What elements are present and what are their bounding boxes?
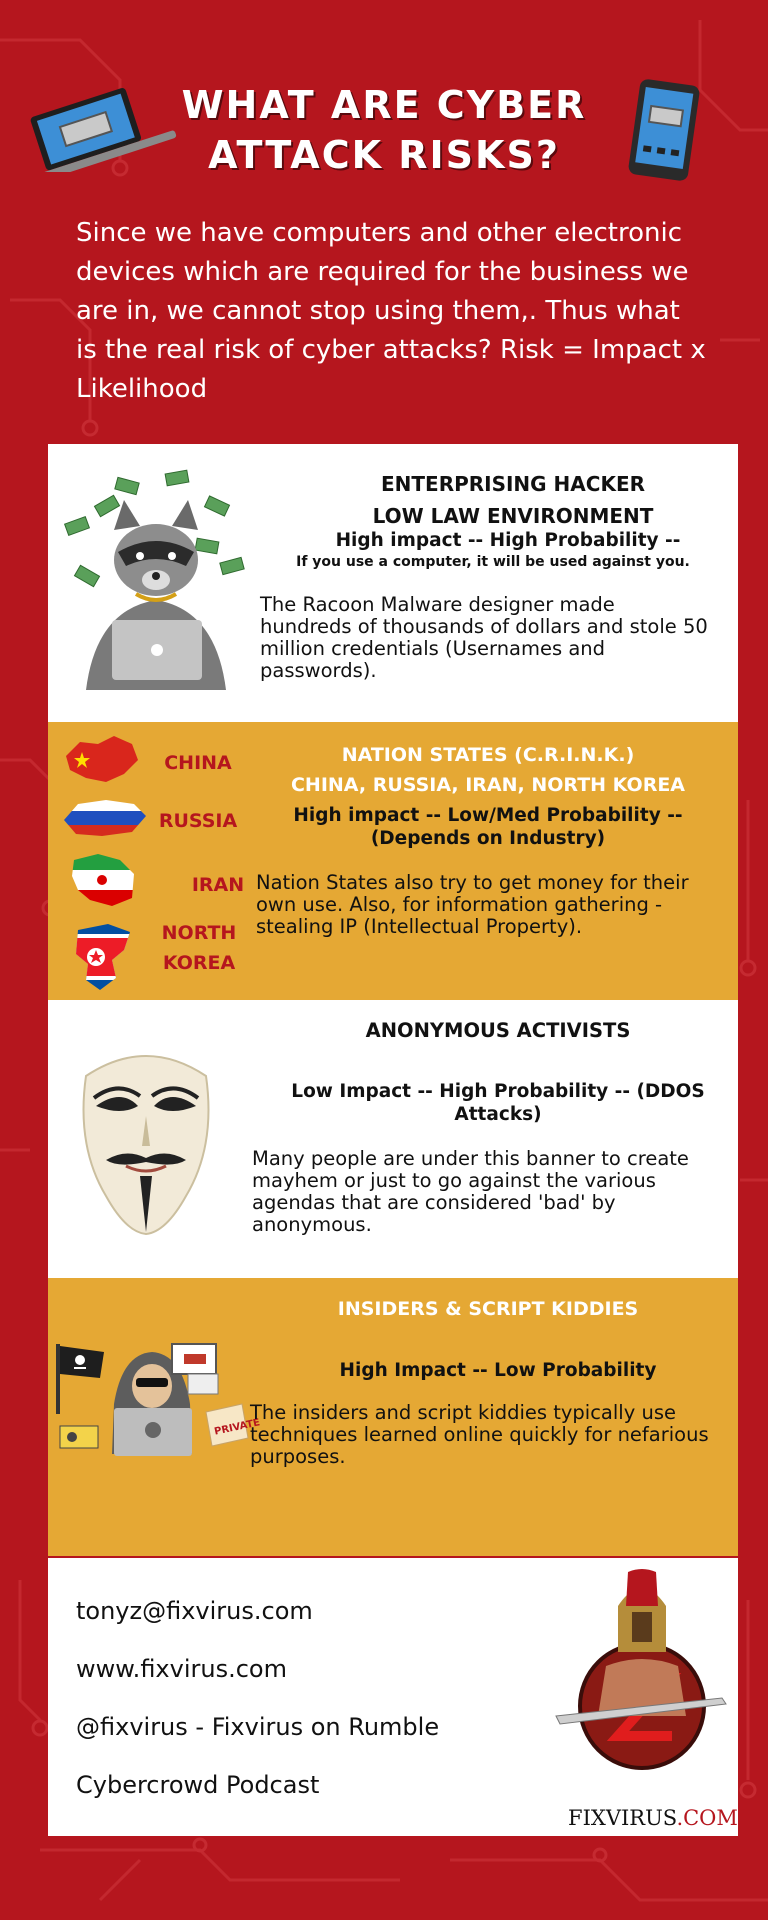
- country-label-korea: KOREA: [162, 952, 236, 974]
- country-label-north: NORTH: [161, 922, 237, 944]
- section-anonymous-activists: [48, 1000, 738, 1278]
- heading-line-1: ENTERPRISING HACKER: [380, 472, 646, 496]
- section-body: Many people are under this banner to create mayhem or just to go against the various agendas that are considered 'bad' by anonymous.: [252, 1147, 689, 1236]
- private-stamp: PRIVATE: [213, 1417, 262, 1438]
- section-body: The Racoon Malware designer made hundreds of thousands of dollars and stole 50 million credentials (Usernames and passwords).: [260, 593, 708, 682]
- guy-fawkes-mask-icon: [66, 1036, 226, 1236]
- section-enterprising-hacker: [48, 444, 738, 722]
- heading-line-2: LOW LAW ENVIRONMENT: [372, 504, 654, 528]
- raccoon-hacker-icon: [56, 460, 256, 690]
- spartan-logo-icon: [546, 1566, 736, 1802]
- risk-rating: Low Impact -- High Probability -- (DDOS Attacks): [291, 1081, 705, 1125]
- section-heading: INSIDERS & SCRIPT KIDDIES: [337, 1298, 639, 1320]
- section-body: The insiders and script kiddies typically use techniques learned online quickly for nefarious purposes.: [250, 1401, 709, 1468]
- title-line-1: WHAT ARE CYBER: [181, 83, 587, 127]
- iran-map-icon: [68, 850, 140, 910]
- country-label-iran: IRAN: [191, 874, 245, 896]
- section-insiders-script-kiddies: [48, 1278, 738, 1556]
- north-korea-map-icon: [68, 920, 140, 994]
- china-map-icon: [62, 734, 142, 786]
- section-body: Nation States also try to get money for their own use. Also, for information gathering - stealing IP (Intellectual Property).: [256, 871, 689, 938]
- brand-domain: .COM: [676, 1806, 738, 1830]
- risk-rating: High Impact -- Low Probability: [339, 1360, 657, 1381]
- contact-social[interactable]: @fixvirus - Fixvirus on Rumble: [76, 1713, 440, 1741]
- contact-website[interactable]: www.fixvirus.com: [76, 1655, 287, 1683]
- country-label-russia: RUSSIA: [158, 810, 238, 832]
- risk-note: If you use a computer, it will be used against you.: [296, 554, 690, 570]
- risk-rating: High impact -- Low/Med Probability -- (Depends on Industry): [293, 805, 683, 849]
- section-heading: [328, 468, 698, 532]
- section-subheading: CHINA, RUSSIA, IRAN, NORTH KOREA: [290, 774, 686, 796]
- section-heading: ANONYMOUS ACTIVISTS: [365, 1019, 631, 1042]
- page-title: [150, 80, 618, 180]
- section-heading: NATION STATES (C.R.I.N.K.): [341, 744, 635, 766]
- hooded-hacker-icon: [52, 1334, 252, 1464]
- section-nation-states: [48, 722, 738, 1000]
- contact-podcast: Cybercrowd Podcast: [76, 1771, 320, 1799]
- contact-email[interactable]: tonyz@fixvirus.com: [76, 1597, 313, 1625]
- brand-name: FIXVIRUS: [568, 1806, 677, 1830]
- risk-rating: High impact -- High Probability --: [335, 530, 681, 551]
- intro-text: Since we have computers and other electronic devices which are required for the business we are in, we cannot stop using them,. Thus what is the real risk of cyber attacks? Risk = Impact x Likelihood: [76, 218, 706, 404]
- country-label-china: CHINA: [164, 752, 232, 774]
- country-label-north-korea: [144, 918, 254, 978]
- tablet-icon: [624, 78, 704, 182]
- title-line-2: ATTACK RISKS?: [208, 133, 560, 177]
- brand-wordmark: [568, 1806, 738, 1830]
- contact-panel: [48, 1558, 738, 1836]
- russia-map-icon: [62, 796, 148, 840]
